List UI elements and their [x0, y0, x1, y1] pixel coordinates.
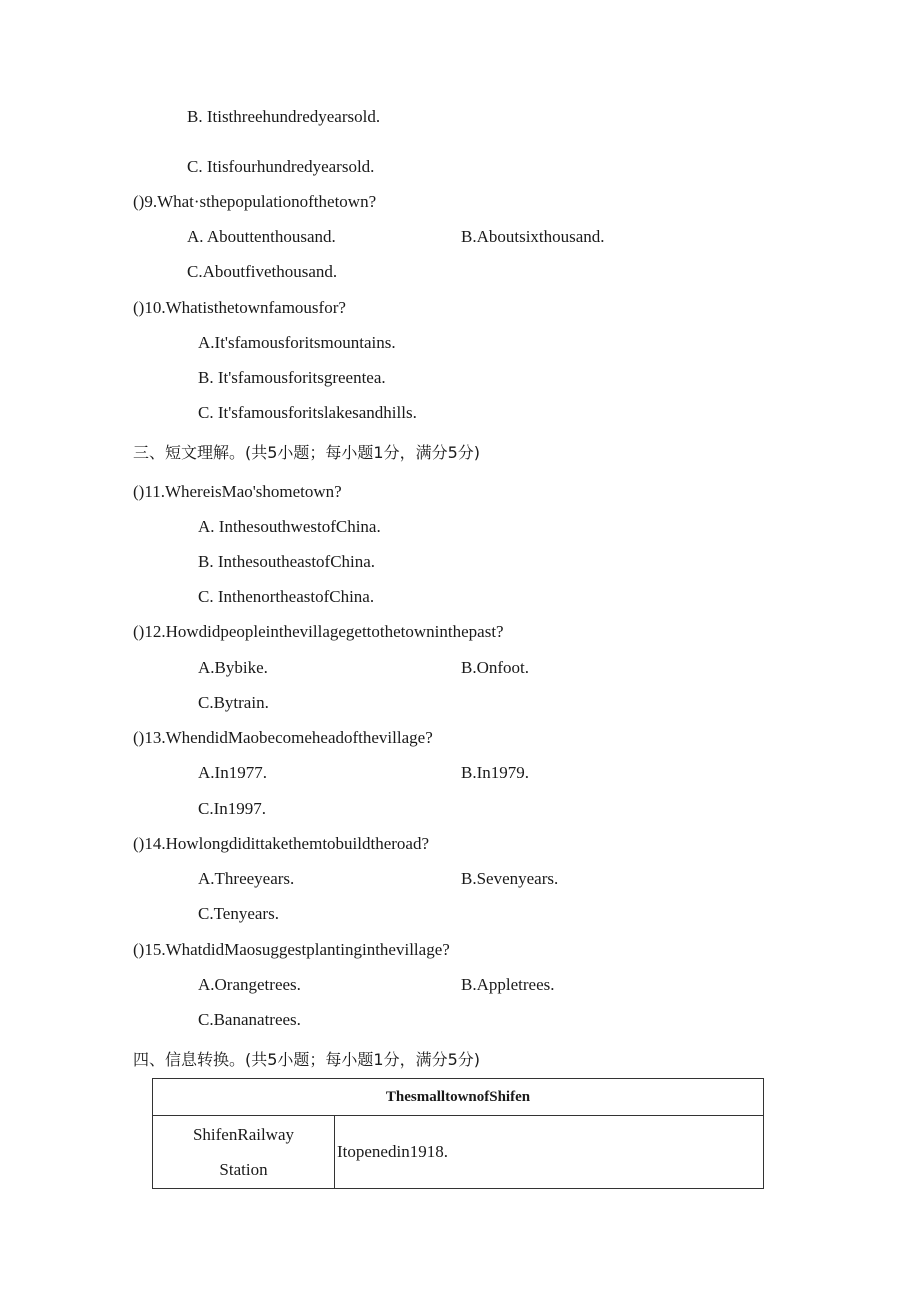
table-row-value: Itopenedin1918. [335, 1116, 764, 1189]
info-table [152, 1078, 764, 1189]
q14-option-b: B.Sevenyears. [461, 869, 559, 888]
q10-option-a: A.It'sfamousforitsmountains. [198, 333, 396, 352]
q10-option-c: C. It'sfamousforitslakesandhills. [198, 403, 417, 422]
q12-question: ()12.Howdidpeopleinthevillagegettothetowninthepast? [133, 622, 504, 641]
q14-option-a: A.Threeyears. [198, 869, 295, 888]
q15-option-b: B.Appletrees. [461, 975, 555, 994]
q12-option-c: C.Bytrain. [198, 693, 269, 712]
table-row-label-line2: Station [219, 1160, 268, 1179]
q10-option-b: B. It'sfamousforitsgreentea. [198, 368, 386, 387]
section-4-heading: 四、信息转换。(共5小题；每小题1分，满分5分) [133, 1050, 481, 1069]
table-row [153, 1116, 764, 1189]
q13-option-a: A.In1977. [198, 763, 267, 782]
q10-question: ()10.Whatisthetownfamousfor? [133, 298, 346, 317]
q8-option-b: B. Itisthreehundredyearsold. [187, 107, 381, 126]
q11-question: ()11.WhereisMao'shometown? [133, 482, 342, 501]
q11-option-b: B. InthesoutheastofChina. [198, 552, 376, 571]
q11-option-c: C. InthenortheastofChina. [198, 587, 375, 606]
table-title-row [153, 1079, 764, 1116]
q13-option-c: C.In1997. [198, 799, 266, 818]
q9-question: ()9.What·sthepopulationofthetown? [133, 192, 377, 211]
q12-option-a: A.Bybike. [198, 658, 268, 677]
q12-option-b: B.Onfoot. [461, 658, 529, 677]
table-title: ThesmalltownofShifen [153, 1079, 764, 1116]
q15-option-a: A.Orangetrees. [198, 975, 301, 994]
q14-question: ()14.Howlongdidittakethemtobuildtheroad? [133, 834, 430, 853]
q14-option-c: C.Tenyears. [198, 904, 279, 923]
q15-option-c: C.Bananatrees. [198, 1010, 301, 1029]
table-row-label-line1: ShifenRailway [192, 1125, 295, 1144]
q15-question: ()15.WhatdidMaosuggestplantinginthevillage? [133, 940, 450, 959]
q9-option-b: B.Aboutsixthousand. [461, 227, 605, 246]
q13-option-b: B.In1979. [461, 763, 529, 782]
q13-question: ()13.WhendidMaobecomeheadofthevillage? [133, 728, 433, 747]
table-row-label [153, 1116, 335, 1189]
q11-option-a: A. InthesouthwestofChina. [198, 517, 381, 536]
q9-option-c: C.Aboutfivethousand. [187, 262, 338, 281]
q9-option-a: A. Abouttenthousand. [187, 227, 336, 246]
section-3-heading: 三、短文理解。(共5小题；每小题1分，满分5分) [133, 443, 481, 462]
q8-option-c: C. Itisfourhundredyearsold. [187, 157, 375, 176]
